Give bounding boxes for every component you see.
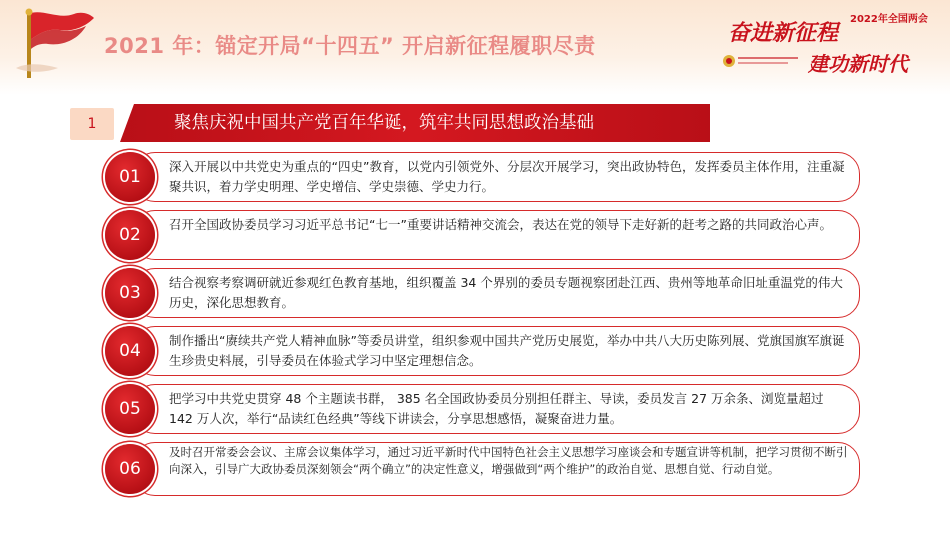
list-item bbox=[105, 384, 860, 434]
list-item bbox=[105, 152, 860, 202]
page-title: 2021 年：锚定开局“十四五” 开启新征程履职尽责 bbox=[104, 34, 596, 58]
emblem-icon bbox=[722, 54, 802, 68]
slogan-logo bbox=[718, 14, 928, 76]
list-item bbox=[105, 210, 860, 260]
item-number-badge: 06 bbox=[105, 444, 155, 494]
item-text: 深入开展以中共党史为重点的“四史”教育，以党内引领党外、分层次开展学习，突出政协特色，发挥委员主体作用，注重凝聚共识，着力学史明理、学史增信、学史崇德、学史力行。 bbox=[169, 159, 845, 194]
slogan-line2: 建功新时代 bbox=[808, 52, 908, 76]
item-number-badge: 03 bbox=[105, 268, 155, 318]
item-text: 制作播出“赓续共产党人精神血脉”等委员讲堂，组织参观中国共产党历史展览，举办中共八大历史陈列展、党旗国旗军旗诞生珍贵史料展，引导委员在体验式学习中坚定理想信念。 bbox=[169, 333, 845, 368]
item-number-badge: 04 bbox=[105, 326, 155, 376]
item-text: 召开全国政协委员学习习近平总书记“七一”重要讲话精神交流会，表达在党的领导下走好新的赶考之路的共同政治心声。 bbox=[169, 217, 832, 232]
item-text: 及时召开常委会会议、主席会议集体学习，通过习近平新时代中国特色社会主义思想学习座谈会和专题宣讲等机制，把学习贯彻不断引向深入，引导广大政协委员深刻领会“两个确立”的决定性意义，增强做到“两个维护”的政治自觉、思想自觉、行动自觉。 bbox=[169, 445, 848, 476]
item-text: 结合视察考察调研就近参观红色教育基地，组织覆盖 34 个界别的委员专题视察团赴江西、贵州等地革命旧址重温党的伟大历史，深化思想教育。 bbox=[169, 275, 843, 310]
list-item bbox=[105, 326, 860, 376]
slogan-year: 2022年全国两会 bbox=[850, 14, 928, 25]
section-number: 1 bbox=[70, 108, 114, 140]
red-flag-logo bbox=[8, 6, 100, 80]
item-number-badge: 02 bbox=[105, 210, 155, 260]
slogan-line1: 奋进新征程 bbox=[728, 20, 839, 46]
section-title: 聚焦庆祝中国共产党百年华诞，筑牢共同思想政治基础 bbox=[174, 113, 594, 133]
list-item bbox=[105, 268, 860, 318]
list-item bbox=[105, 442, 860, 496]
item-number-badge: 05 bbox=[105, 384, 155, 434]
item-number-badge: 01 bbox=[105, 152, 155, 202]
item-text: 把学习中共党史贯穿 48 个主题读书群， 385 名全国政协委员分别担任群主、导读，委员发言 27 万余条、浏览量超过 142 万人次，举行“品读红色经典”等线下讲读会，分享思想感悟，凝聚奋进力量。 bbox=[169, 391, 824, 426]
